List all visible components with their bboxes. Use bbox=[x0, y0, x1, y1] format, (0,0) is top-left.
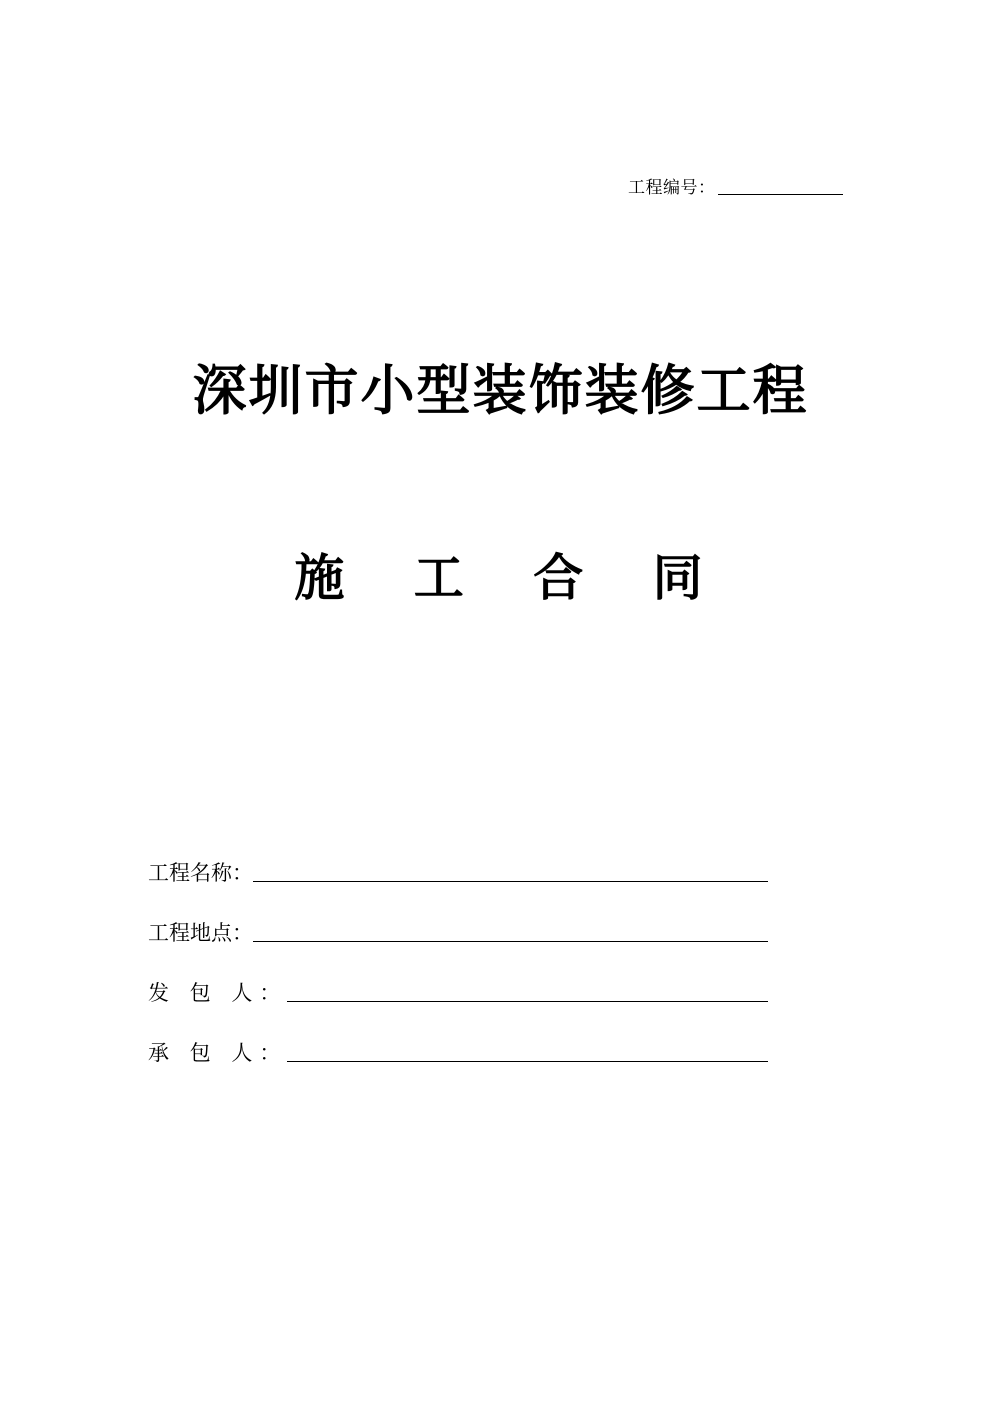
field-row-project-location bbox=[148, 888, 768, 948]
field-label-project-location: 工程地点： bbox=[148, 920, 253, 945]
page-title: 深圳市小型装饰装修工程 bbox=[192, 359, 809, 422]
field-label-employer: 发 包 人： bbox=[148, 980, 288, 1005]
field-input-employer[interactable] bbox=[287, 1001, 768, 1002]
field-input-project-name[interactable] bbox=[253, 881, 768, 882]
field-label-contractor: 承 包 人： bbox=[148, 1040, 288, 1065]
field-label-project-name: 工程名称： bbox=[148, 860, 253, 885]
field-row-contractor bbox=[148, 1008, 768, 1068]
field-input-project-location[interactable] bbox=[253, 941, 768, 942]
project-number-field bbox=[628, 178, 843, 198]
project-number-label: 工程编号： bbox=[628, 178, 716, 198]
field-row-employer bbox=[148, 948, 768, 1008]
project-number-input-rule[interactable] bbox=[718, 194, 843, 195]
field-input-contractor[interactable] bbox=[287, 1061, 768, 1062]
field-row-project-name bbox=[148, 828, 768, 888]
cover-fields bbox=[148, 828, 768, 1068]
page-subtitle: 施 工 合 同 bbox=[294, 549, 729, 607]
